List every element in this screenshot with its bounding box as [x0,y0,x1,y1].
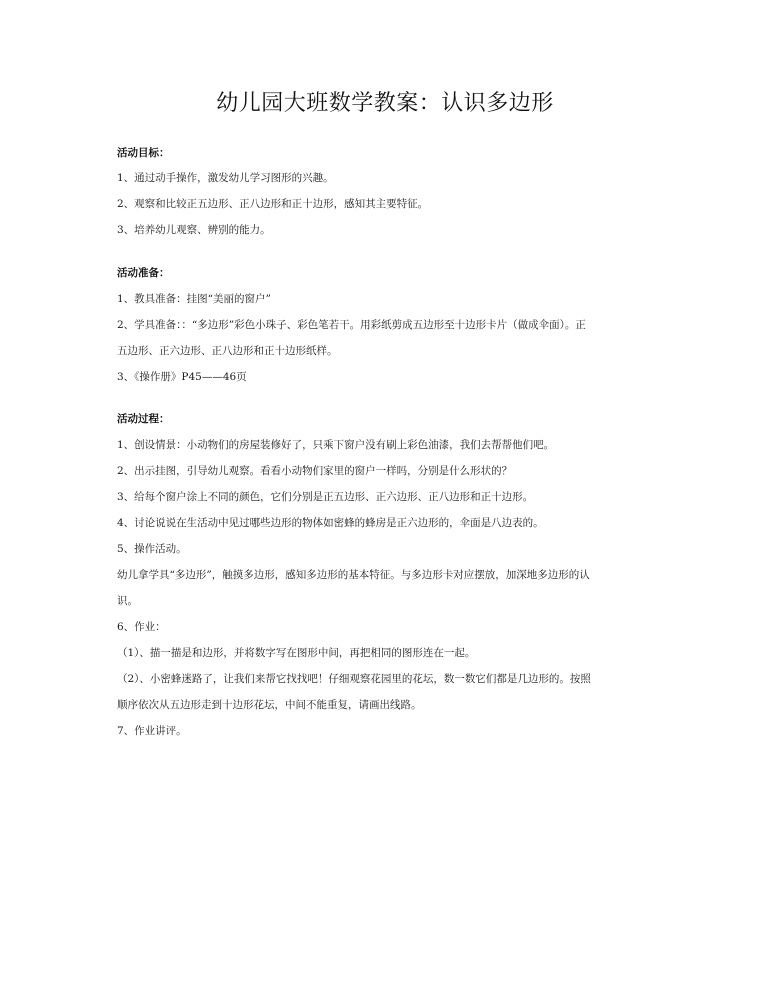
process-line: 4、讨论说说在生活动中见过哪些边形的物体如密蜂的蜂房是正六边形的，伞面是八边表的。 [117,517,544,529]
section-heading-preparation: 活动准备： [117,267,170,279]
process-line: 幼儿拿学具“多边形”，触摸多边形，感知多边形的基本特征。与多边形卡对应摆放，加深地多边形的认 [117,569,590,581]
preparation-line: 3、《操作册》P45——46页 [117,371,247,383]
preparation-line: 1、教具准备：挂图“美丽的窗户” [117,293,271,305]
process-line: 2、出示挂图，引导幼儿观察。看看小动物们家里的窗户一样吗，分别是什么形状的？ [117,465,513,477]
process-line: 5、操作活动。 [117,543,187,555]
goal-line: 1、通过动手操作，激发幼儿学习图形的兴趣。 [117,172,334,184]
process-line: 顺序依次从五边形走到十边形花坛，中间不能重复，请画出线路。 [117,699,422,711]
process-line: （2）、小密蜂迷路了，让我们来帮它找找吧！仔细观察花园里的花坛，数一数它们都是几边形的。按照 [117,673,591,685]
process-line: 7、作业讲评。 [117,725,187,737]
preparation-line: 2、学具准备：：“多边形”彩色小珠子、彩色笔若干。用彩纸剪成五边形至十边形卡片（做成伞面）。正 [117,319,586,331]
process-line: 3、给每个窗户涂上不同的颜色，它们分别是正五边形、正六边形、正八边形和正十边形。 [117,491,534,503]
preparation-line: 五边形、正六边形、正八边形和正十边形纸样。 [117,345,338,357]
goal-line: 2、观察和比较正五边形、正八边形和正十边形，感知其主要特征。 [117,198,429,210]
process-line: 6、作业： [117,621,166,633]
process-line: 1、创设情景：小动物们的房屋装修好了，只乘下窗户没有刷上彩色油漆，我们去帮帮他们吧。 [117,439,555,451]
document-title: 幼儿园大班数学教案：认识多边形 [216,91,554,116]
process-line: 识。 [117,595,138,607]
goal-line: 3、培养幼儿观察、辨别的能力。 [117,224,271,236]
section-heading-goals: 活动目标： [117,147,170,159]
section-heading-process: 活动过程： [117,413,170,425]
process-line: （1）、描一描是和边形，并将数字写在图形中间，再把相同的图形连在一起。 [117,647,476,659]
